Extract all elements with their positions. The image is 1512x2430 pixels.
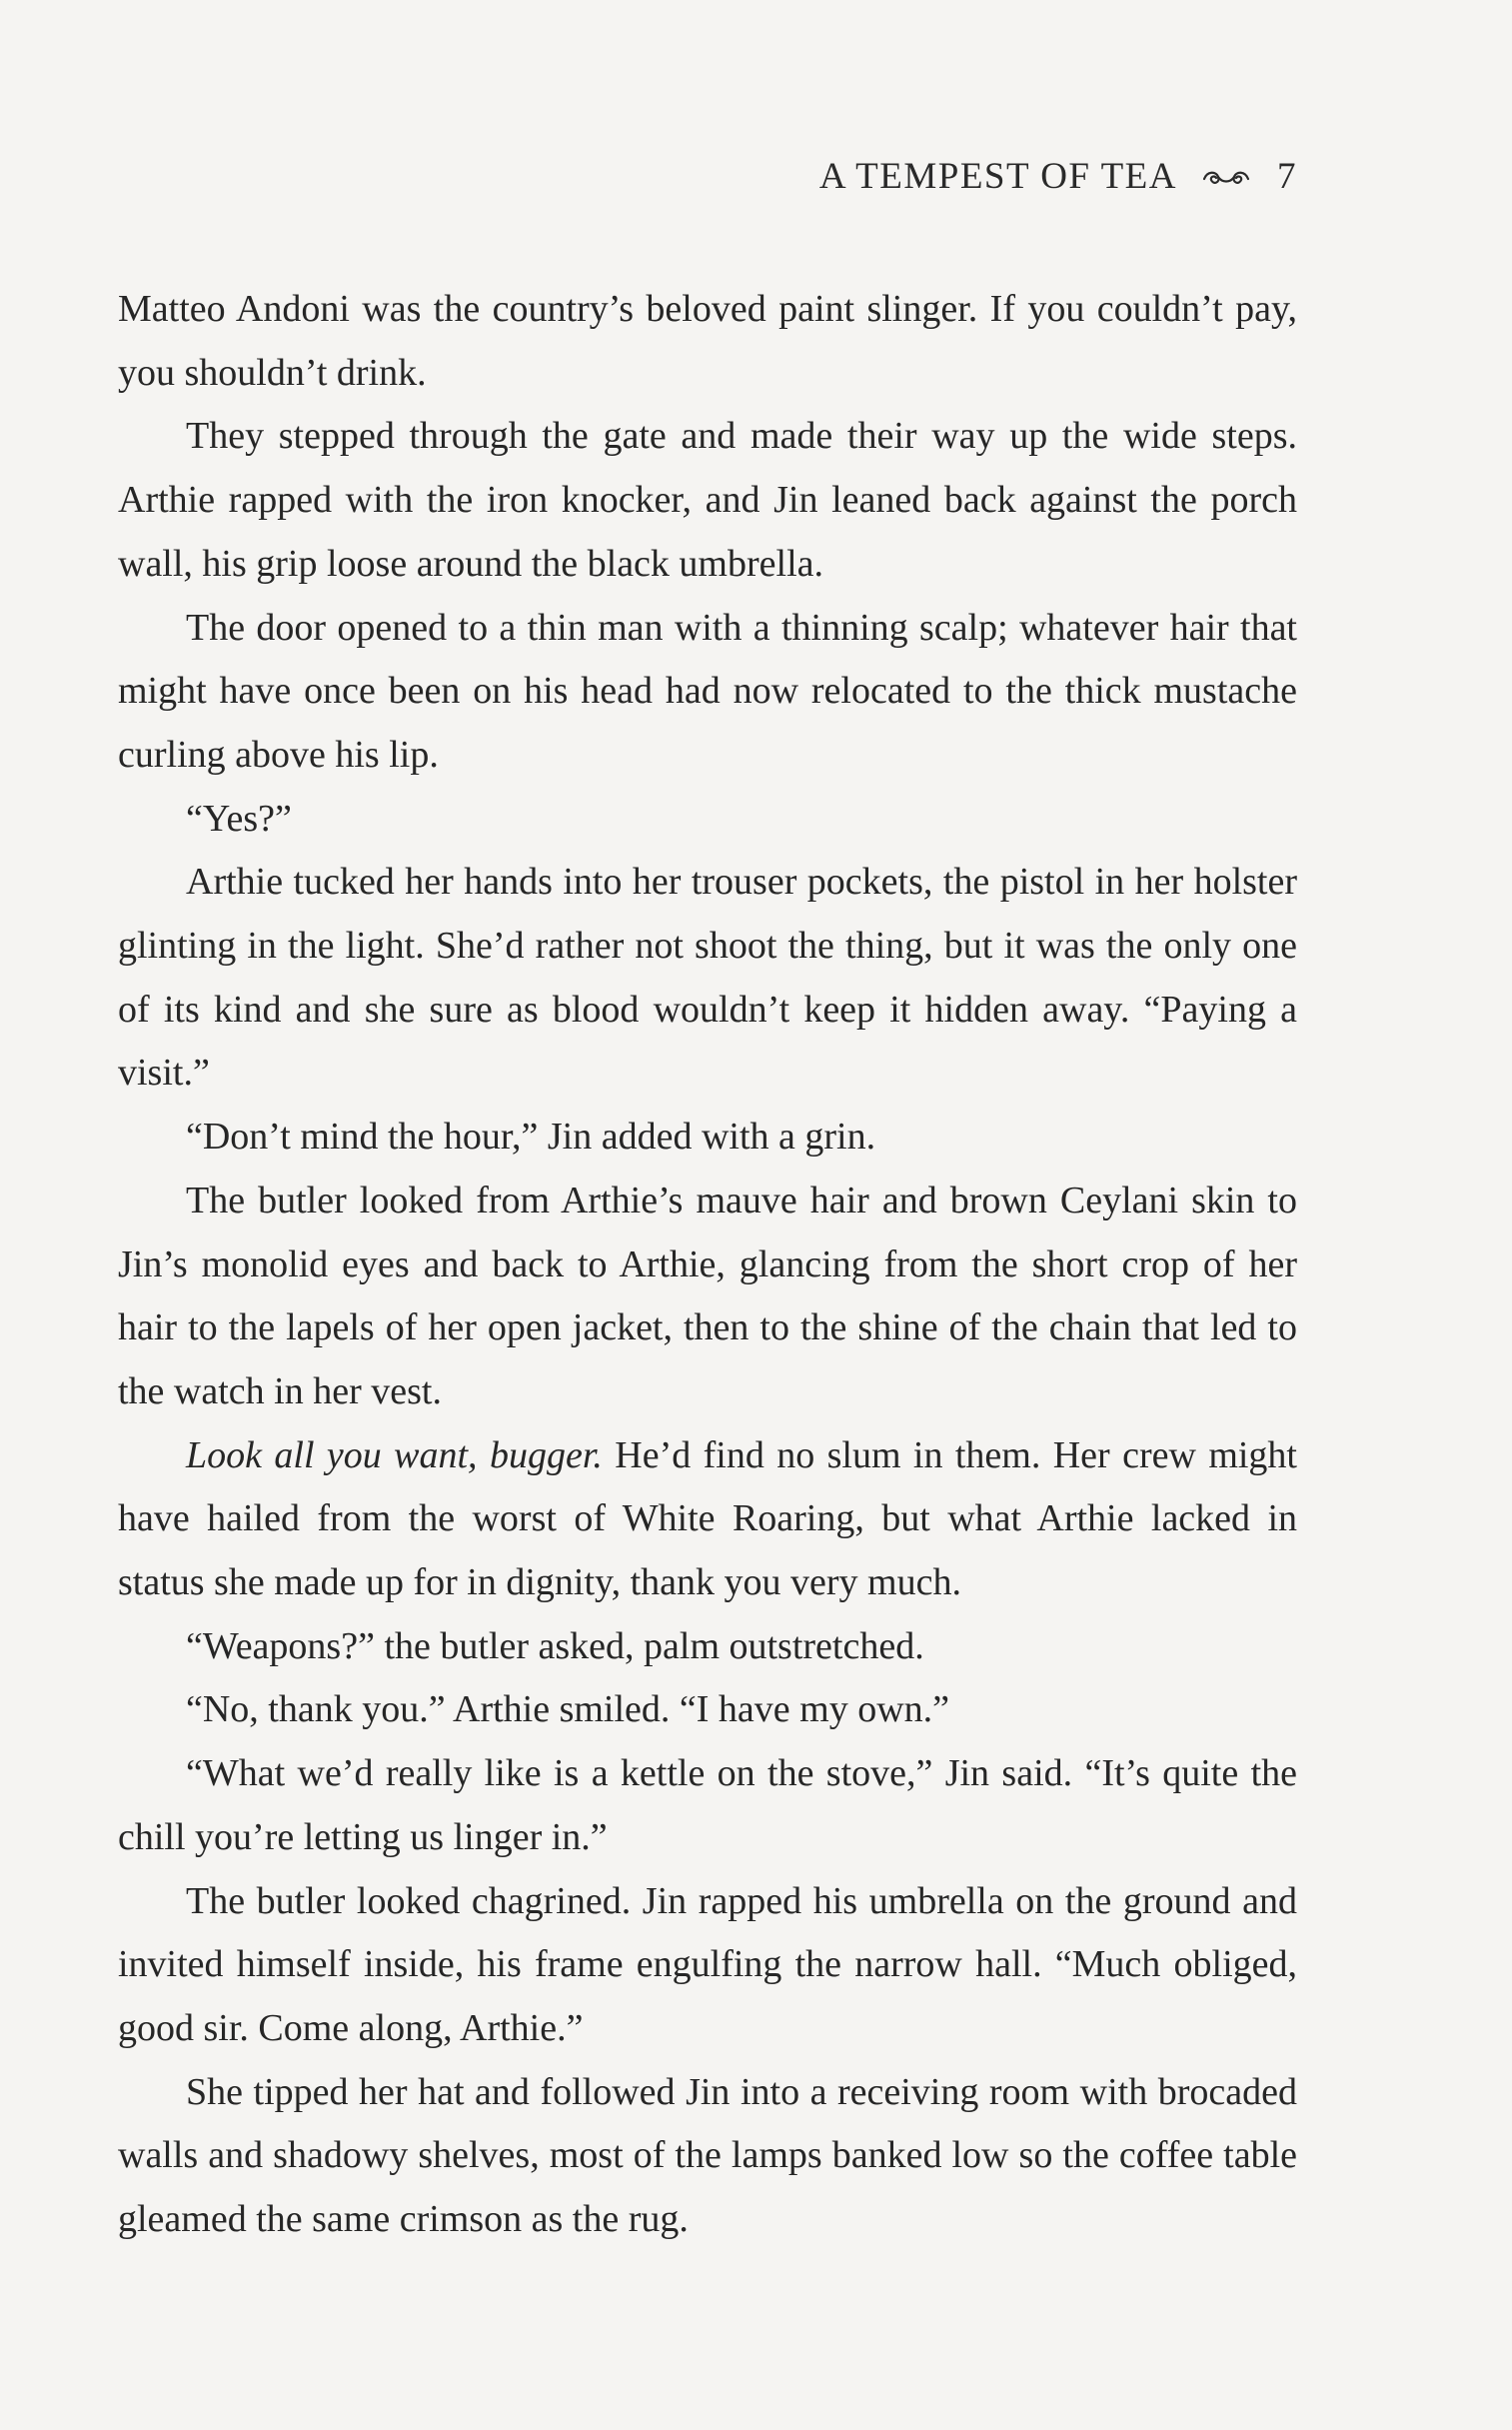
paragraph bbox=[118, 1742, 1297, 1869]
page-number: 7 bbox=[1277, 156, 1297, 197]
paragraph-text: “Weapons?” the butler asked, palm outstretched. bbox=[186, 1624, 924, 1667]
paragraph-text: Arthie tucked her hands into her trouser pockets, the pistol in her holster glinting in the light. She’d rather not shoot the thing, but it was the only one of its kind and she sure as blood wouldn’t keep it hidden away. “Paying a visit.” bbox=[118, 861, 1297, 1095]
paragraph bbox=[118, 1678, 1297, 1742]
paragraph-text: The door opened to a thin man with a thinning scalp; whatever hair that might have once been on his head had now relocated to the thick mustache curling above his lip. bbox=[118, 606, 1297, 776]
paragraph-text: The butler looked from Arthie’s mauve hair and brown Ceylani skin to Jin’s monolid eyes and back to Arthie, glancing from the short crop of her hair to the lapels of her open jacket, then to the shine of the chain that led to the watch in her vest. bbox=[118, 1179, 1297, 1412]
italic-thought: Look all you want, bugger. bbox=[186, 1433, 603, 1476]
paragraph bbox=[118, 2061, 1297, 2252]
paragraph-text: They stepped through the gate and made their way up the wide steps. Arthie rapped with the iron knocker, and Jin leaned back against the porch wall, his grip loose around the black umbrella. bbox=[118, 415, 1297, 585]
body-text bbox=[118, 278, 1297, 2252]
paragraph bbox=[118, 405, 1297, 596]
paragraph bbox=[118, 1106, 1297, 1170]
paragraph bbox=[118, 1424, 1297, 1615]
paragraph-text: Matteo Andoni was the country’s beloved paint slinger. If you couldn’t pay, you shouldn’t drink. bbox=[118, 288, 1297, 394]
paragraph-text: “No, thank you.” Arthie smiled. “I have my own.” bbox=[186, 1688, 950, 1731]
paragraph-text: The butler looked chagrined. Jin rapped his umbrella on the ground and invited himself inside, his frame engulfing the narrow hall. “Much obliged, good sir. Come along, Arthie.” bbox=[118, 1879, 1297, 2049]
book-title: A TEMPEST OF TEA bbox=[818, 156, 1177, 197]
paragraph bbox=[118, 278, 1297, 405]
paragraph bbox=[118, 1615, 1297, 1679]
paragraph bbox=[118, 597, 1297, 788]
paragraph bbox=[118, 851, 1297, 1106]
paragraph-text: She tipped her hat and followed Jin into a receiving room with brocaded walls and shadowy shelves, most of the lamps banked low so the coffee table gleamed the same crimson as the rug. bbox=[118, 2070, 1297, 2241]
running-head bbox=[819, 155, 1297, 198]
swirl-ornament-icon bbox=[1201, 165, 1251, 189]
paragraph bbox=[118, 1870, 1297, 2061]
paragraph-text: He’d find no slum in them. Her crew might have hailed from the worst of White Roaring, but what Arthie lacked in status she made up for in dignity, thank you very much. bbox=[118, 1433, 1297, 1604]
paragraph bbox=[118, 1170, 1297, 1424]
paragraph-text: “Don’t mind the hour,” Jin added with a grin. bbox=[186, 1116, 876, 1159]
paragraph-text: “Yes?” bbox=[186, 797, 292, 840]
paragraph-text: “What we’d really like is a kettle on the stove,” Jin said. “It’s quite the chill you’re letting us linger in.” bbox=[118, 1752, 1297, 1858]
paragraph bbox=[118, 788, 1297, 852]
